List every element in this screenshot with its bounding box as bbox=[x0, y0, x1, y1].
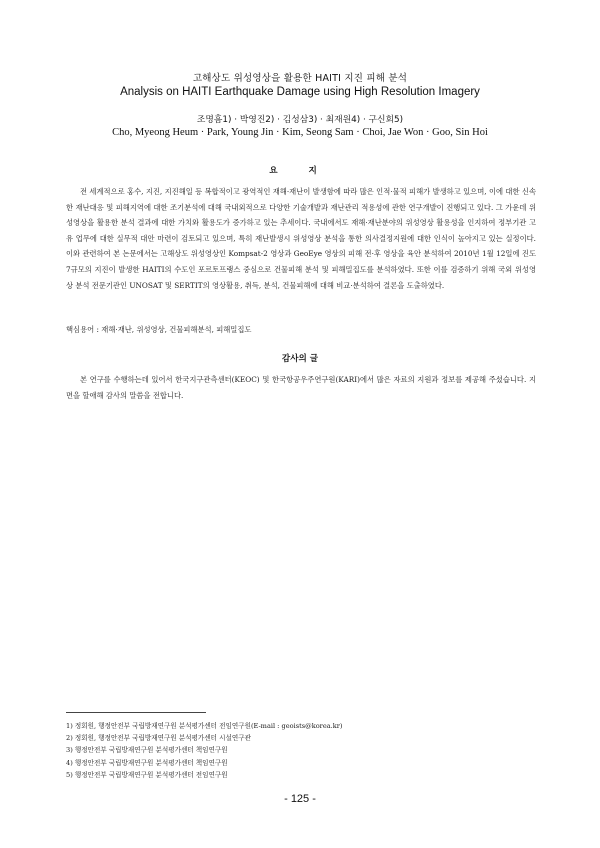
authors-korean: 조명흠1) · 박영진2) · 김성삼3) · 최재원4) · 구신회5) bbox=[196, 115, 404, 125]
abstract-body bbox=[66, 184, 536, 293]
footnote: 3) 행정안전부 국립방재연구원 분석평가센터 책임연구원 bbox=[66, 746, 228, 755]
keywords-text: 핵심용어 : 재해·재난, 위성영상, 건물피해분석, 피해밀집도 bbox=[66, 325, 252, 334]
authors-english: Cho, Myeong Heum · Park, Young Jin · Kim, Seong Sam · Choi, Jae Won · Goo, Sin Hoi bbox=[112, 127, 488, 138]
title-english: Analysis on HAITI Earthquake Damage using High Resolution Imagery bbox=[120, 86, 480, 98]
footnote: 4) 행정안전부 국립방재연구원 분석평가센터 책임연구원 bbox=[66, 758, 228, 767]
acknowledgement-heading: 감사의 글 bbox=[281, 354, 319, 364]
abstract-paragraph: 전 세계적으로 홍수, 지진, 지진해일 등 복합적이고 광역적인 재해·재난이 발생함에 따라 많은 인적·물적 피해가 발생하고 있으며, 이에 대한 신속한 재난대응 및 피해지역에 대한 조기분석에 대해 국내외적으로 다양한 기술개발과 재난관리 적용성에 관한 연구개발이 진행되고 있다. 그 가운데 위성영상을 활용한 분석 결과에 대한 가치와 활용도가 증가하고 있는 추세이다. 국내에서도 재해·재난분야의 위성영상 활용성을 인지하여 정부기관 고유 업무에 대한 실무적 대안 마련이 검토되고 있으며, 특히 재난발생시 위성영상 분석을 통한 의사결정지원에 대한 인식이 높아지고 있는 실정이다. 이와 관련하여 본 논문에서는 고해상도 위성영상인 Kompsat-2 영상과 GeoEye 영상의 피해 전·후 영상을 육안 분석하여 2010년 1월 12일에 진도 7규모의 지진이 발생한 HAITI의 수도인 포르토프랭스 중심으로 건물피해 분석 및 피해밀집도를 분석하였다. 또한 이를 검증하기 위해 국외 위성영상 분석 전문기관인 UNOSAT 및 SERTIT의 영상활용, 취득, 분석, 건물피해에 대해 비교·분석하여 결론을 도출하였다. bbox=[66, 187, 536, 290]
page-number: - 125 - bbox=[284, 793, 316, 805]
footnote: 5) 행정안전부 국립방재연구원 분석평가센터 전임연구원 bbox=[66, 770, 228, 779]
acknowledgement-body bbox=[66, 372, 536, 403]
footnotes bbox=[66, 720, 536, 781]
footnote: 2) 정회원, 행정안전부 국립방재연구원 분석평가센터 시설연구관 bbox=[66, 734, 251, 743]
footnote: 1) 정회원, 행정안전부 국립방재연구원 분석평가센터 전임연구원(E-mail : geoists@korea.kr) bbox=[66, 722, 343, 730]
abstract-heading: 요 지 bbox=[269, 166, 331, 176]
acknowledgement-paragraph: 본 연구를 수행하는데 있어서 한국지구관측센터(KEOC) 및 한국항공우주연구원(KARI)에서 많은 자료의 지원과 정보를 제공해 주셨습니다. 지면을 할애해 감사의 말씀을 전합니다. bbox=[66, 375, 536, 400]
title-korean: 고해상도 위성영상을 활용한 HAITI 지진 피해 분석 bbox=[192, 73, 408, 84]
footnote-divider bbox=[66, 712, 206, 713]
keywords bbox=[66, 322, 536, 338]
